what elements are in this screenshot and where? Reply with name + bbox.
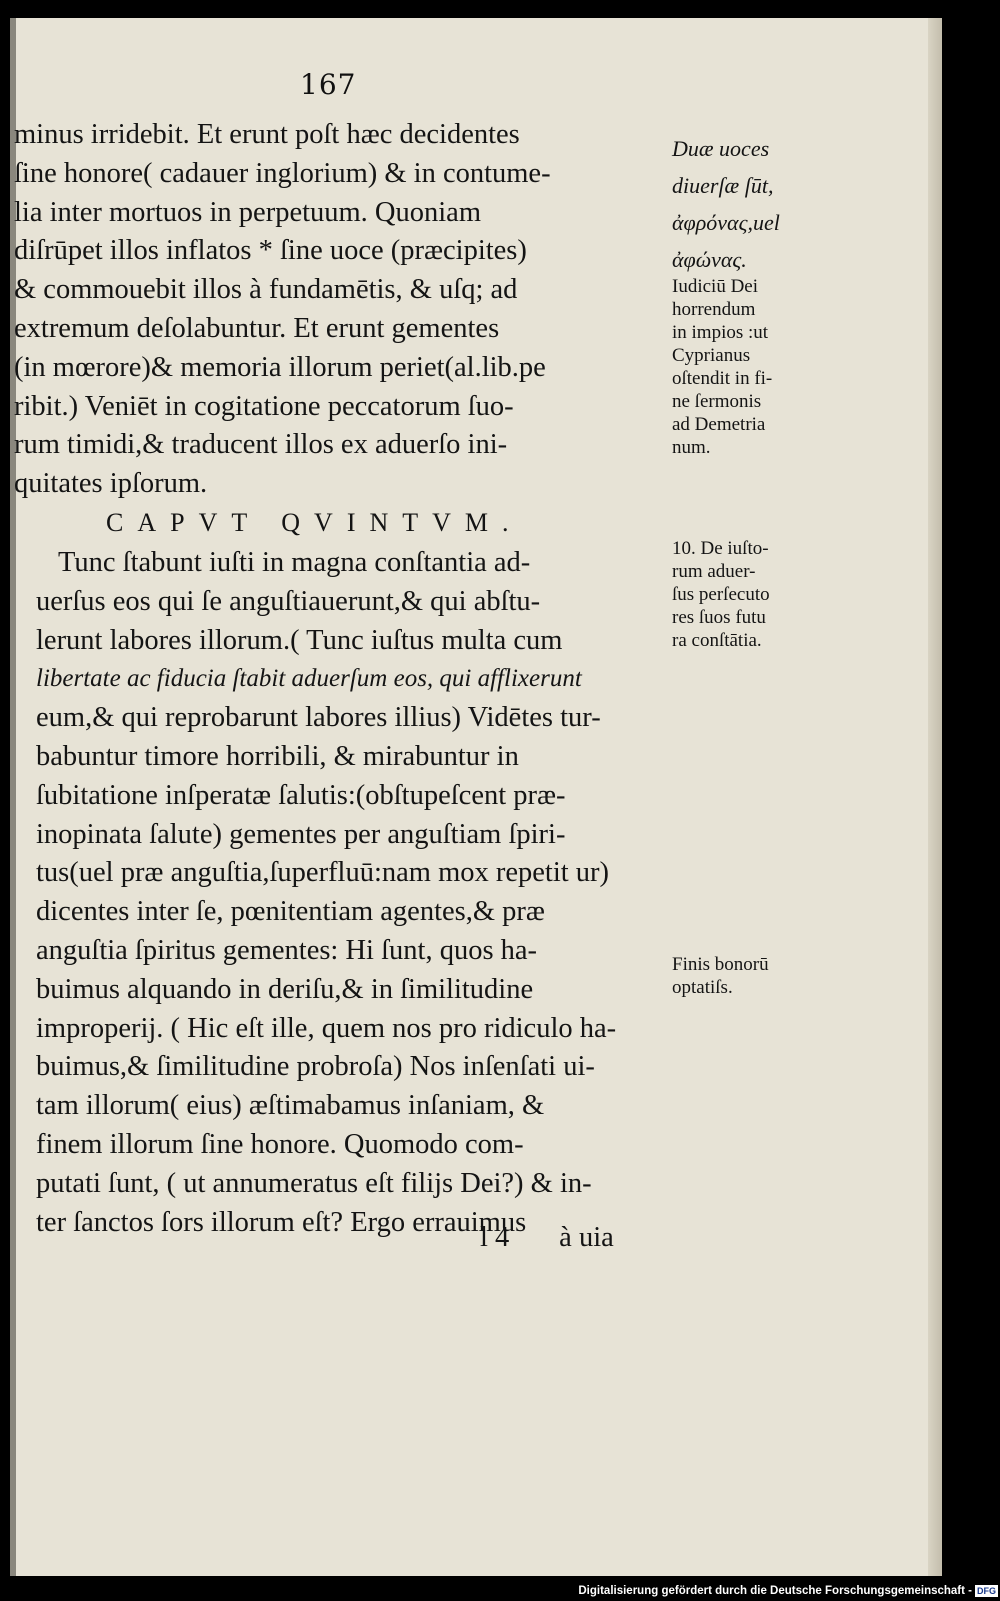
text-line: quitates ipſorum. bbox=[14, 468, 208, 500]
marginal-note-3 bbox=[672, 537, 842, 652]
text-line: putati ſunt, ( ut annumeratus eſt filijs Dei?) & in- bbox=[36, 1167, 592, 1199]
text-line: & commouebit illos à fundamētis, & uſq; ad bbox=[14, 274, 518, 306]
text-line: eum,& qui reprobarunt labores illius) Vidētes tur- bbox=[36, 702, 601, 734]
text-line: dicentes inter ſe, pœnitentiam agentes,& præ bbox=[36, 896, 545, 928]
margin-line: oſtendit in fi- bbox=[672, 368, 773, 389]
text-line: anguſtia ſpiritus gementes: Hi ſunt, quos ha- bbox=[36, 934, 538, 966]
margin-line: Duæ uoces bbox=[672, 136, 770, 161]
margin-line: rum aduer- bbox=[672, 561, 756, 582]
text-line: ſine honore( cadauer inglorium) & in contume- bbox=[14, 157, 551, 189]
catchword: l 4 à uia bbox=[480, 1222, 614, 1253]
text-line: rum timidi,& traducent illos ex aduerſo ini- bbox=[14, 429, 508, 461]
text-line: Tunc ſtabunt iuſti in magna conſtantia ad- bbox=[58, 546, 531, 578]
text-line: lia inter mortuos in perpetuum. Quoniam bbox=[14, 196, 481, 228]
margin-line: in impios :ut bbox=[672, 322, 769, 343]
text-line: ribit.) Veniēt in cogitatione peccatorum ſuo- bbox=[14, 390, 514, 422]
text-line: lerunt labores illorum.( Tunc iuſtus multa cum bbox=[36, 624, 563, 656]
margin-line: ſus perſecuto bbox=[672, 584, 770, 605]
footer-text: Digitalisierung gefördert durch die Deutsche Forschungsgemeinschaft - bbox=[578, 1585, 972, 1597]
margin-line: res ſuos futu bbox=[672, 607, 766, 628]
text-line: libertate ac fiducia ſtabit aduerſum eos, qui afflixerunt bbox=[36, 665, 582, 693]
page-fold-shadow bbox=[928, 18, 942, 1576]
margin-line: ne ſermonis bbox=[672, 391, 762, 412]
text-line: extremum deſolabuntur. Et erunt gementes bbox=[14, 312, 500, 344]
text-line: improperij. ( Hic eſt ille, quem nos pro ridiculo ha- bbox=[36, 1012, 617, 1044]
text-line: uerſus eos qui ſe anguſtiauerunt,& qui abſtu- bbox=[36, 585, 541, 617]
margin-line: diuerſæ ſūt, bbox=[672, 173, 774, 198]
margin-line: ἀφρόνας,uel bbox=[672, 210, 780, 235]
funding-footer bbox=[578, 1585, 998, 1597]
marginal-note-4 bbox=[672, 953, 842, 999]
text-line: diſrūpet illos inflatos * ſine uoce (præcipites) bbox=[14, 235, 527, 267]
margin-line: Iudiciū Dei bbox=[672, 276, 759, 297]
margin-line: num. bbox=[672, 437, 711, 458]
margin-line: Finis bonorū bbox=[672, 954, 769, 975]
text-line: inopinata ſalute) gementes per anguſtiam ſpiri- bbox=[36, 818, 566, 850]
text-line: ter ſanctos ſors illorum eſt? Ergo errauimus bbox=[36, 1206, 527, 1238]
margin-line: ἀφώνας. bbox=[672, 247, 747, 272]
margin-line: 10. De iuſto- bbox=[672, 538, 769, 559]
text-line: minus irridebit. Et erunt poſt hæc decidentes bbox=[14, 119, 520, 150]
text-line: tus(uel præ anguſtia,ſuperfluū:nam mox repetit ur) bbox=[36, 857, 610, 889]
text-line: tam illorum( eius) æſtimabamus inſaniam, & bbox=[36, 1090, 545, 1122]
text-line: babuntur timore horribili, & mirabuntur in bbox=[36, 740, 519, 772]
text-line: buimus,& ſimilitudine probroſa) Nos inſenſati ui- bbox=[36, 1051, 595, 1083]
margin-line: horrendum bbox=[672, 299, 756, 320]
text-line: finem illorum ſine honore. Quomodo com- bbox=[36, 1128, 524, 1160]
dfg-logo-icon: DFG bbox=[977, 1586, 996, 1596]
chapter-heading: CAPVT QVINTVM. bbox=[106, 507, 523, 537]
text-line: buimus alquando in deriſu,& in ſimilitudine bbox=[36, 973, 534, 1005]
marginal-note-1 bbox=[672, 130, 842, 278]
page-number: 167 bbox=[300, 68, 357, 101]
marginal-note-2 bbox=[672, 275, 842, 459]
margin-line: ad Demetria bbox=[672, 414, 766, 435]
margin-line: optatiſs. bbox=[672, 977, 733, 998]
text-line: (in mœrore)& memoria illorum periet(al.lib.pe bbox=[14, 351, 546, 383]
main-text-block bbox=[14, 116, 684, 1242]
text-line: ſubitatione inſperatæ ſalutis:(obſtupeſcent præ- bbox=[36, 779, 566, 811]
margin-line: Cyprianus bbox=[672, 345, 751, 366]
margin-line: ra conſtātia. bbox=[672, 630, 762, 651]
